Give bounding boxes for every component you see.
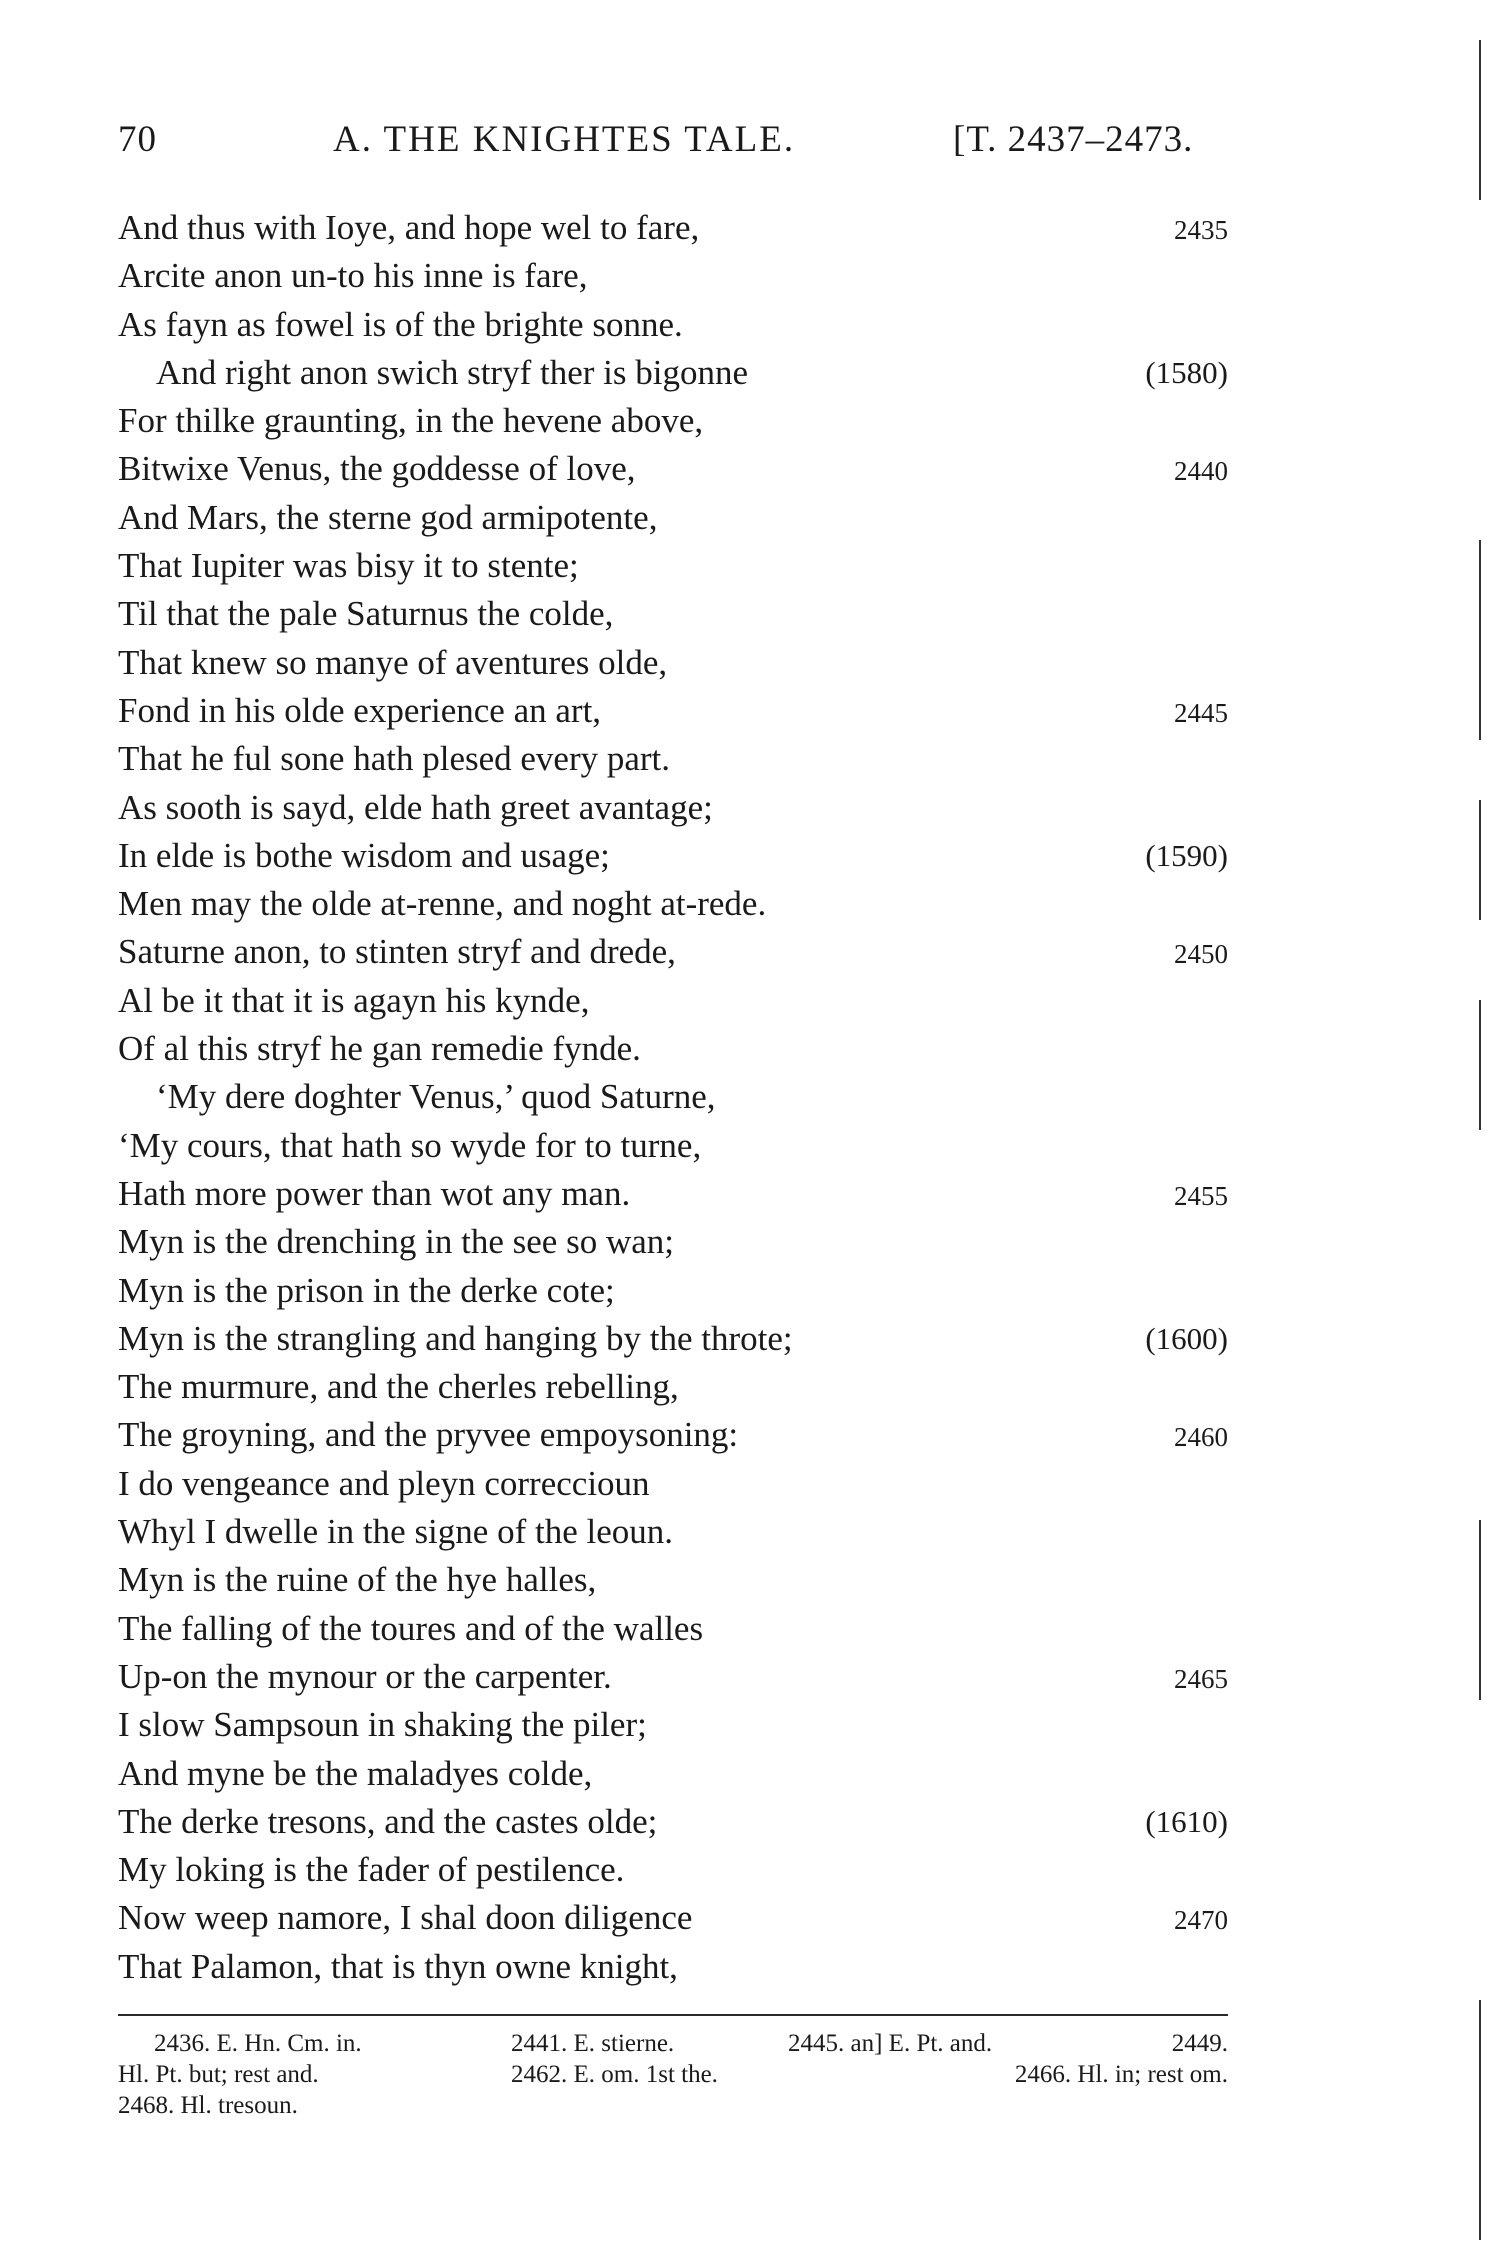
verse-text: Saturne anon, to stinten stryf and drede, [118, 932, 676, 972]
verse-line [118, 1025, 1228, 1073]
verse-text: Arcite anon un-to his inne is fare, [118, 256, 588, 296]
footnote-line [118, 2059, 1228, 2090]
verse-text: Myn is the drenching in the see so wan; [118, 1222, 675, 1262]
verse-line [118, 1653, 1228, 1701]
verse-text: Whyl I dwelle in the signe of the leoun. [118, 1512, 673, 1552]
line-number: (1590) [1145, 837, 1228, 873]
verse-line [118, 1315, 1228, 1363]
footnote-line [118, 2028, 1228, 2059]
verse-text: Hath more power than wot any man. [118, 1173, 631, 1213]
verse-text: And Mars, the sterne god armipotente, [118, 497, 658, 537]
footnote: 2436. E. Hn. Cm. in. [154, 2030, 362, 2057]
verse-line [118, 1267, 1228, 1315]
verse-line [118, 590, 1228, 638]
footnote-line [118, 2090, 1228, 2121]
line-range: [T. 2437–2473. [953, 119, 1194, 160]
verse-line [118, 1798, 1228, 1846]
footnote-divider [118, 2014, 1228, 2016]
verse-line [118, 1460, 1228, 1508]
footnote: 2449. [1171, 2030, 1228, 2057]
verse-text: My loking is the fader of pestilence. [118, 1850, 625, 1890]
verse-text: As fayn as fowel is of the brighte sonne. [118, 304, 683, 344]
scan-edge-mark [1479, 40, 1481, 200]
verse-line [118, 494, 1228, 542]
line-number: 2455 [1174, 1180, 1228, 1211]
verse-text: Men may the olde at-renne, and noght at-rede. [118, 884, 767, 924]
verse-text: Myn is the ruine of the hye halles, [118, 1560, 597, 1600]
footnote: 2462. E. om. 1st the. [511, 2061, 718, 2088]
line-number: 2460 [1174, 1422, 1228, 1453]
scan-edge-mark [1479, 800, 1481, 920]
line-number: 2465 [1174, 1663, 1228, 1694]
verse-line [118, 1701, 1228, 1749]
footnote: 2466. Hl. in; rest om. [1014, 2061, 1228, 2088]
verse-text: Myn is the strangling and hanging by the throte; [118, 1318, 793, 1358]
verse-line [118, 1411, 1228, 1459]
running-title: A. THE KNIGHTES TALE. [333, 119, 796, 160]
verse-text: ‘My cours, that hath so wyde for to turne, [118, 1125, 702, 1165]
verse-line [118, 1170, 1228, 1218]
line-number: 2450 [1174, 939, 1228, 970]
page-header [118, 118, 1218, 168]
verse-line [118, 301, 1228, 349]
verse-line [118, 784, 1228, 832]
verse-text: I do vengeance and pleyn correccioun [118, 1463, 650, 1503]
verse-line [118, 1605, 1228, 1653]
verse-text: The falling of the toures and of the walles [118, 1608, 704, 1648]
footnote: 2468. Hl. tresoun. [118, 2092, 298, 2119]
verse-line [118, 1750, 1228, 1798]
scan-edge-mark [1479, 540, 1481, 740]
verse-text: The derke tresons, and the castes olde; [118, 1801, 658, 1841]
verse-text: Of al this stryf he gan remedie fynde. [118, 1029, 641, 1069]
verse-text: That Palamon, that is thyn owne knight, [118, 1946, 678, 1986]
verse-text: ‘My dere doghter Venus,’ quod Saturne, [156, 1077, 716, 1117]
verse-line [118, 1363, 1228, 1411]
verse-text: Up-on the mynour or the carpenter. [118, 1656, 612, 1696]
line-number: 2440 [1174, 456, 1228, 487]
verse-line [118, 1218, 1228, 1266]
verse-text: And right anon swich stryf ther is bigonne [156, 352, 748, 392]
verse-line [118, 977, 1228, 1025]
verse-text: Fond in his olde experience an art, [118, 690, 602, 730]
verse-text: Til that the pale Saturnus the colde, [118, 594, 614, 634]
verse-line [118, 1894, 1228, 1942]
verse-line [118, 1122, 1228, 1170]
line-number: 2435 [1174, 215, 1228, 245]
verse-line [118, 687, 1228, 735]
footnote: Hl. Pt. but; rest and. [118, 2061, 319, 2088]
verse-text: That Iupiter was bisy it to stente; [118, 546, 579, 586]
verse-line [118, 1073, 1228, 1121]
line-number: (1580) [1145, 354, 1228, 390]
verse-line [118, 542, 1228, 590]
line-number: 2445 [1174, 697, 1228, 728]
line-number: (1600) [1145, 1320, 1228, 1356]
verse-line [118, 1556, 1228, 1604]
line-number: (1610) [1145, 1803, 1228, 1839]
verse-line [118, 832, 1228, 880]
verse-line [118, 1943, 1228, 1991]
verse-line [118, 252, 1228, 300]
verse-text: As sooth is sayd, elde hath greet avantage; [118, 787, 713, 827]
verse-text: Myn is the prison in the derke cote; [118, 1270, 615, 1310]
verse-text: The groyning, and the pryvee empoysoning: [118, 1415, 739, 1455]
verse-text: That knew so manye of aventures olde, [118, 642, 668, 682]
verse-text: Al be it that it is agayn his kynde, [118, 980, 590, 1020]
verse-line [118, 735, 1228, 783]
verse-line [118, 349, 1228, 397]
footnotes [118, 2028, 1228, 2121]
verse-text: In elde is bothe wisdom and usage; [118, 835, 610, 875]
line-number: 2470 [1174, 1905, 1228, 1936]
verse-text: Now weep namore, I shal doon diligence [118, 1898, 693, 1938]
verse-text: Bitwixe Venus, the goddesse of love, [118, 449, 636, 489]
scan-edge-mark [1479, 2000, 1481, 2240]
verse-text: And thus with Ioye, and hope wel to fare, [118, 208, 700, 247]
verse-line [118, 639, 1228, 687]
footnote: 2445. an] E. Pt. and. [788, 2030, 993, 2057]
verse-text: For thilke graunting, in the hevene above, [118, 401, 704, 441]
verse-line [118, 204, 1228, 252]
verse-line [118, 880, 1228, 928]
verse-line [118, 1508, 1228, 1556]
scan-edge-mark [1479, 1520, 1481, 1700]
verse-line [118, 445, 1228, 493]
scan-edge-mark [1479, 1000, 1481, 1130]
footnote: 2441. E. stierne. [511, 2030, 675, 2057]
verse-text: And myne be the maladyes colde, [118, 1753, 593, 1793]
page-number: 70 [118, 119, 157, 160]
verse-line [118, 928, 1228, 976]
verse-text: That he ful sone hath plesed every part. [118, 739, 671, 779]
verse-block [118, 204, 1228, 1991]
verse-line [118, 1846, 1228, 1894]
verse-text: I slow Sampsoun in shaking the piler; [118, 1705, 647, 1745]
verse-line [118, 397, 1228, 445]
verse-text: The murmure, and the cherles rebelling, [118, 1367, 679, 1407]
